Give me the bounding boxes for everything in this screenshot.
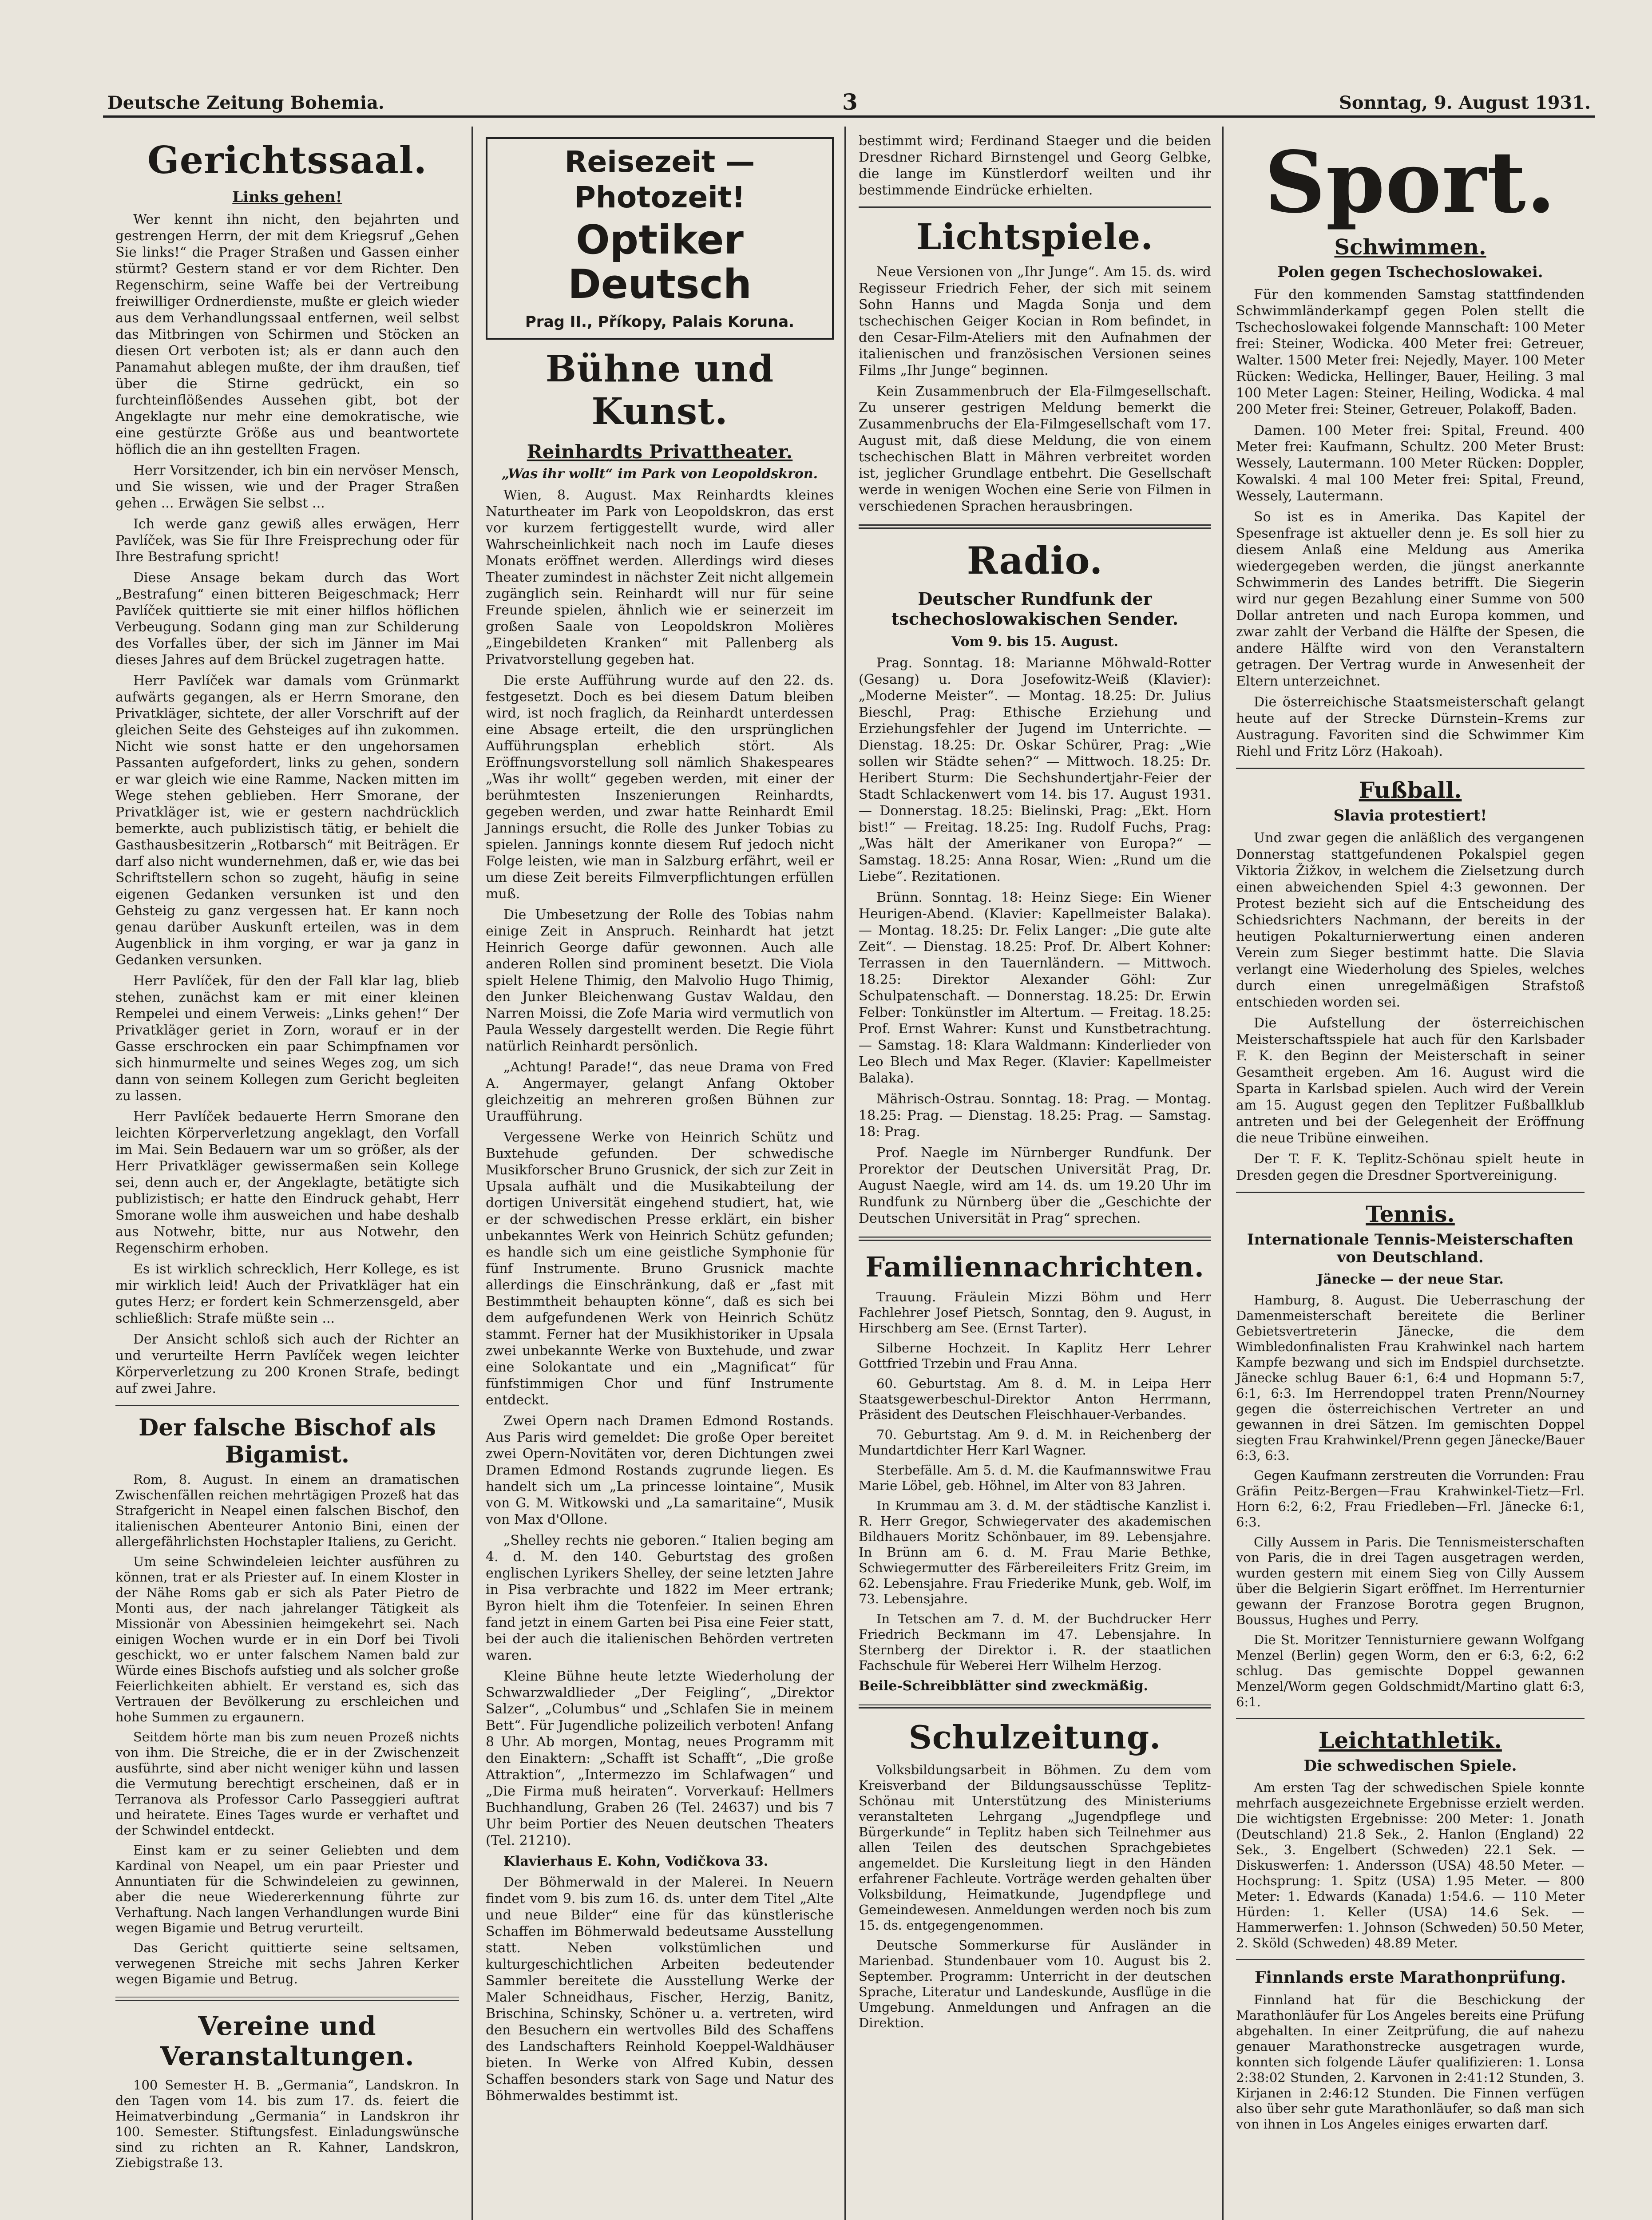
article-title-slavia: Slavia protestiert!: [1333, 807, 1487, 825]
article-paragraph: bestimmt wird; Ferdinand Staeger und die beiden Dresdner Richard Birnstengel und Georg Gelbke, die lange im Künstlerdorf weilten und ihr bestimmende Eindrücke erhielten.: [859, 133, 1211, 198]
sport-subsection-tennis: Tennis.: [1366, 1201, 1455, 1227]
sport-subsection-athletics: Leichtathletik.: [1319, 1727, 1502, 1753]
article-paragraph: Herr Pavlíček, für den der Fall klar lag, blieb stehen, zunächst kam er mit einer kleinen Rempelei und einem Verweis: „Links gehen!“ Der Privatkläger geriet in Zorn, worauf er in der Gasse erschrocken ein paar Schimpfnamen vor sich hinmurmelte und seines Weges zog, um sich dann von seinem Kollegen zum Gericht begleiten zu lassen.: [115, 973, 459, 1104]
ad-headline: Reisezeit — Photozeit!: [564, 145, 755, 214]
divider: [115, 1997, 459, 2001]
article-paragraph: Neue Versionen von „Ihr Junge“. Am 15. ds. wird Regisseur Friedrich Feher, der sich mit seinem Sohn Hanns und Magda Sonja und dem tschechischen Geiger Kocian in Rom befindet, in den Cesar-Film-Ateliers mit den Aufnahmen der italienischen und französischen Versionen seines Films „Ihr Junge“ beginnen.: [859, 264, 1211, 378]
advertisement-optiker: [486, 137, 834, 340]
section-title-familie: Familiennachrichten.: [865, 1251, 1204, 1283]
issue-date: Sonntag, 9. August 1931.: [1339, 92, 1591, 113]
ad-address: Prag II., Příkopy, Palais Koruna.: [525, 313, 795, 331]
divider: [859, 1704, 1211, 1709]
article-paragraph: Einst kam er zu seiner Geliebten und dem Kardinal von Neapel, um ein paar Priester und Annuntiaten für die Schwindeleien zu gewinnen, aber die neue Wiedererkennung führte zur Verhaftung. Nach langen Verhandlungen wurde Bini wegen Bigamie und Betrug verurteilt.: [115, 1843, 459, 1935]
article-paragraph: In Krummau am 3. d. M. der städtische Kanzlist i. R. Herr Gregor, Schwiegervater des akademischen Bildhauers Moritz Schönbauer, im 89. Lebensjahre. In Brünn am 6. d. M. Frau Marie Bethke, Schwiegermutter des Färbereileiters Fritz Greim, im 62. Lebensjahre. Frau Friederike Munk, geb. Wolf, im 73. Lebensjahre.: [859, 1498, 1211, 1606]
article-paragraph: Wien, 8. August. Max Reinhardts kleines Naturtheater im Park von Leopoldskron, das erst vor kurzem fertiggestellt wurde, wird aller Wahrscheinlichkeit nach noch im Laufe dieses Monats eröffnet werden. Allerdings wird dieses Theater zumindest in nächster Zeit nicht allgemein zugänglich sein. Reinhardt will nur für seine Freunde spielen, ähnlich wie er seinerzeit im großen Saale von Leopoldskron Molières „Eingebildeten Kranken“ mit Pallenberg als Privatvorstellung gegeben hat.: [486, 488, 834, 667]
article-paragraph: Brünn. Sonntag. 18: Heinz Siege: Ein Wiener Heurigen-Abend. (Klavier: Kapellmeister Balaka). — Montag. 18.25: Dr. Felix Langer: „Die gute alte Zeit“. — Dienstag. 18.25: Prof. Dr. Albert Kohner: Terrassen in den Tauernländern. — Mittwoch. 18.25: Direktor Alexander Göhl: Zur Schulpatenschaft. — Donnerstag. 18.25: Dr. Erwin Felber: Tonkünstler im Altertum. — Freitag. 18.25: Prof. Ernst Wahrer: Kunst und Kunstbetrachtung. — Samstag. 18: Klara Waldmann: Kinderlieder von Leo Blech und Max Reger. (Klavier: Kapellmeister Balaka).: [859, 890, 1211, 1086]
article-paragraph: Das Gericht quittierte seine seltsamen, verwegenen Streiche mit sechs Jahren Kerker wegen Bigamie und Betrug.: [115, 1940, 459, 1986]
article-paragraph: Ich werde ganz gewiß alles erwägen, Herr Pavlíček, was Sie für Ihre Freisprechung oder für Ihre Bestrafung spricht!: [115, 516, 459, 565]
article-title-reinhardt: Reinhardts Privattheater.: [527, 441, 793, 463]
divider: [1236, 1959, 1585, 1960]
article-paragraph: 60. Geburtstag. Am 8. d. M. in Leipa Herr Staatsgewerbeschul-Direktor Anton Herrmann, Präsident des Deutschen Fleischhauer-Verbandes.: [859, 1376, 1211, 1422]
column-1: [103, 127, 471, 2220]
article-paragraph: Prof. Naegle im Nürnberger Rundfunk. Der Prorektor der Deutschen Universität Prag, Dr. August Naegle, wird am 14. ds. um 19.20 Uhr im Rundfunk zu Nürnberg über die „Geschichte der Deutschen Universität in Prag“ sprechen.: [859, 1145, 1211, 1226]
article-paragraph: Kleine Bühne heute letzte Wiederholung der Schwarzwaldlieder „Der Feigling“, „Direktor Salzer“, „Columbus“ und „Schlafen Sie in meinem Bett“. Für Jugendliche polizeilich verboten! Anfang 8 Uhr. Ab morgen, Montag, neues Programm mit den Einaktern: „Schafft ist Schafft“, „Die große Attraktion“, „Intermezzo im Schlafwagen“ und „Die Firma muß heiraten“. Vorverkauf: Hellmers Buchhandlung, Graben 26 (Tel. 24637) und bis 7 Uhr beim Portier des Neuen deutschen Theaters (Tel. 21210).: [486, 1669, 834, 1848]
article-paragraph: „Shelley rechts nie geboren.“ Italien beging am 4. d. M. den 140. Geburtstag des großen englischen Lyrikers Shelley, der seine letzten Jahre in Pisa verbrachte und 1822 im Meer ertrank; Byron hielt ihm die Totenfeier. In seinen Ehren fand jetzt in einem Garten bei Pisa eine Feier statt, bei der auch die italienischen Behörden vertreten waren.: [486, 1533, 834, 1663]
divider: [1236, 768, 1585, 769]
article-paragraph: Der Ansicht schloß sich auch der Richter an und verurteilte Herrn Pavlíček wegen leichter Körperverletzung zu 200 Kronen Strafe, bedingt auf zwei Jahre.: [115, 1332, 459, 1396]
article-paragraph: Klavierhaus E. Kohn, Vodičkova 33.: [503, 1854, 769, 1869]
article-paragraph: Gegen Kaufmann zerstreuten die Vorrunden: Frau Gräfin Peitz-Bergen—Frau Krahwinkel-Tietz—Frl. Horn 6:2, 6:2, Frau Friedleben—Frl. Jänecke 6:1, 6:3.: [1236, 1468, 1585, 1530]
article-paragraph: Deutsche Sommerkurse für Ausländer in Marienbad. Stundenbauer vom 10. August bis 2. September. Programm: Unterricht in der deutschen Sprache, Literatur und Landeskunde, Ausflüge in die Umgebung. Anmeldungen und Anfragen an die Direktion.: [859, 1938, 1211, 2030]
article-paragraph: Die St. Moritzer Tennisturniere gewann Wolfgang Menzel (Berlin) gegen Worm, den er 6:3, 6:2, 6:2 schlug. Das gemischte Doppel gewannen Menzel/Worm gegen Goldschmidt/Martino glatt 6:3, 6:1.: [1236, 1632, 1585, 1709]
section-title-gerichtssaal: Gerichtssaal.: [147, 138, 427, 182]
article-subtitle: „Was ihr wollt“ im Park von Leopoldskron.: [501, 466, 818, 482]
divider: [859, 524, 1211, 529]
sport-subsection-football: Fußball.: [1359, 777, 1462, 803]
section-title-lichtspiele: Lichtspiele.: [916, 216, 1153, 258]
section-title-radio: Radio.: [967, 539, 1103, 583]
radio-subtitle: Deutscher Rundfunk der tschechoslowakischen Sender.: [891, 589, 1179, 629]
article-paragraph: Herr Pavlíček bedauerte Herrn Smorane den leichten Körperverletzung angeklagt, den Vorfall im Mai. Sein Bedauern war um so größer, als der Herr Privatkläger gewissermaßen sein Kollege sei, denn auch er, der Angeklagte, betätigte sich publizistisch; er hatte den Eindruck gehabt, Herr Smorane wolle ihm ausweichen und habe deshalb aus Notwehr, bitte, nur aus Notwehr, den Regenschirm erhoben.: [115, 1109, 459, 1256]
article-paragraph: Volksbildungsarbeit in Böhmen. Zu dem vom Kreisverband der Bildungsausschüsse Teplitz-Schönau mit Unterstützung des Ministeriums veranstalteten Lehrgang „Jugendpflege und Bürgerkunde“ in Teplitz haben sich Teilnehmer aus allen Teilen des deutschen Sprachgebietes angemeldet. Die Kursleitung liegt in den Händen erfahrener Fachleute. Vorträge werden gehalten über Volksbildung, Heimatkunde, Jugendpflege und Gemeindewesen. Anmeldungen werden noch bis zum 15. ds. entgegengenommen.: [859, 1762, 1211, 1933]
article-title-polen: Polen gegen Tschechoslowakei.: [1277, 263, 1543, 281]
article-paragraph: Für den kommenden Samstag stattfindenden Schwimmländerkampf gegen Polen stellt die Tschechoslowakei folgende Mannschaft: 100 Meter frei: Steiner, Wodicka. 400 Meter frei: Getreuer, Walter. 1500 Meter frei: Nejedly, Mayer. 100 Meter Rücken: Wedicka, Hellinger, Bauer, Heiling. 3 mal 100 Meter Lagen: Steiner, Heiling, Wodicka. 4 mal 200 Meter frei: Steiner, Getreuer, Polakoff, Baden.: [1236, 287, 1585, 417]
article-paragraph: Der Böhmerwald in der Malerei. In Neuern findet vom 9. bis zum 16. ds. unter dem Titel „Alte und neue Bilder“ eine für das künstlerische Schaffen im Böhmerwald bedeutsame Ausstellung statt. Neben volkstümlichen und kulturgeschichtlichen Arbeiten bedeutender Sammler bereitete die Ausstellung Werke der Maler Schneidhaus, Fischer, Herzig, Banitz, Brischina, Schinsky, Schöner u. a. vertreten, wird den Besuchern ein wertvolles Bild des Schaffens des Landschafters Reinhold Koeppel-Waldhäuser bieten. In Werke von Alfred Kubin, dessen Schaffen besonders stark von Sage und Natur des Böhmerwaldes bestimmt ist.: [486, 1875, 834, 2104]
article-paragraph: Finnland hat für die Beschickung der Marathonläufer für Los Angeles bereits eine Prüfung abgehalten. In einer Zeitprüfung, die auf nahezu genauer Marathonstrecke ausgetragen wurde, konnten sich folgende Läufer qualifizieren: 1. Lonsa 2:38:02 Stunden, 2. Karvonen in 2:41:12 Stunden, 3. Kirjanen in 2:46:12 Stunden. Die Finnen verfügen also über sehr gute Marathonläufer, so daß man sich von ihnen in Los Angeles einiges erwarten darf.: [1236, 1992, 1585, 2132]
column-2: [471, 127, 846, 2220]
article-paragraph: Die Umbesetzung der Rolle des Tobias nahm einige Zeit in Anspruch. Reinhardt hat jetzt Heinrich George dafür gewonnen. Auch alle anderen Rollen sind prominent besetzt. Die Viola spielt Helene Thimig, den Malvolio Hugo Thimig, den Junker Bleichenwang Gustav Waldau, den Narren Moissi, die Zofe Maria wird vermutlich von Paula Wessely dargestellt werden. Die Regie führt natürlich Reinhardt persönlich.: [486, 907, 834, 1054]
sport-subsection-swimming: Schwimmen.: [1334, 235, 1486, 260]
article-paragraph: Sterbefälle. Am 5. d. M. die Kaufmannswitwe Frau Marie Löbel, geb. Höhnel, im Alter von 83 Jahren.: [859, 1463, 1211, 1493]
article-paragraph: Die erste Aufführung wurde auf den 22. ds. festgesetzt. Doch es bei diesem Datum bleiben wird, ist noch fraglich, da Reinhardt unterdessen eine Absage erteilt, die den ursprünglichen Aufführungsplan erheblich stört. Als Eröffnungsvorstellung soll nämlich Shakespeares „Was ihr wollt“ gegeben werden, mit einer der berühmtesten Inszenierungen Reinhardts, gegeben werden, und zwar hatte Reinhardt Emil Jannings ersucht, die Rolle des Junker Tobias zu spielen. Jannings konnte diesem Ruf jedoch nicht Folge leisten, wie man in Salzburg erfährt, weil er um diese Zeit bereits Filmverpflichtungen erfüllen muß.: [486, 673, 834, 902]
page-header: [103, 89, 1595, 118]
article-paragraph: Seitdem hörte man bis zum neuen Prozeß nichts von ihm. Die Streiche, die er in der Zwischenzeit ausführte, sind aber nicht weniger kühn und lassen die Vermutung berechtigt erscheinen, daß er in Terranova als Professor Carlo Passeggieri auftrat und heiratete. Eines Tages wurde er verhaftet und der Schwindel entdeckt.: [115, 1729, 459, 1838]
article-paragraph: Um seine Schwindeleien leichter ausführen zu können, trat er als Priester auf. In einem Kloster in der Nähe Roms gab er sich als Pater Pietro de Monti aus, der nach jahrelanger Tätigkeit als Missionär von Abessinien heimgekehrt sei. Nach einigen Wochen wurde er in ein Dorf bei Tivoli geschickt, wo er unter falschem Namen bald zur Würde eines Bischofs aufstieg und als solcher große Feierlichkeiten abhielt. Er verstand es, sich das Vertrauen der Bevölkerung zu erschleichen und hohe Summen zu ergaunern.: [115, 1554, 459, 1724]
article-subtitle: Jänecke — der neue Star.: [1317, 1272, 1504, 1287]
article-paragraph: Der T. F. K. Teplitz-Schönau spielt heute in Dresden gegen die Dresdner Sportvereinigung.: [1236, 1151, 1585, 1183]
article-paragraph: Diese Ansage bekam durch das Wort „Bestrafung“ einen bitteren Beigeschmack; Herr Pavlíček quittierte sie mit einer hilflos höflichen Verbeugung. Sodann ging man zur Schilderung des Vorfalles über, der sich im Jänner im Mai dieses Jahres auf dem Brückel zugetragen hatte.: [115, 570, 459, 668]
article-paragraph: Zwei Opern nach Dramen Edmond Rostands. Aus Paris wird gemeldet: Die große Oper bereitet zwei Opern-Novitäten vor, deren Dichtungen zwei Dramen Edmond Rostands zugrunde liegen. Es handelt sich um „La princesse lointaine“, Musik von G. M. Witkowski und „La samaritaine“, Musik von Max d'Ollone.: [486, 1413, 834, 1527]
article-paragraph: Cilly Aussem in Paris. Die Tennismeisterschaften von Paris, die in drei Tagen ausgetragen werden, wurden gestern mit einem Sieg von Cilly Aussem über die Belgierin Sigart eröffnet. Im Herrenturnier gewann der Franzose Borotra gegen Brugnon, Boussus, Hughes und Perry.: [1236, 1534, 1585, 1627]
section-title-vereine: Vereine und Veranstaltungen.: [160, 2011, 415, 2071]
article-paragraph: Prag. Sonntag. 18: Marianne Möhwald-Rotter (Gesang) u. Dora Josefowitz-Weiß (Klavier): „Moderne Meister“. — Montag. 18.25: Dr. Julius Bieschl, Prag: Ethische Erziehung und Erziehungsfehler der Jugend im Unterrichte. — Dienstag. 18.25: Dr. Oskar Schürer, Prag: „Wie sollen wir Städte sehen?“ — Mittwoch. 18.25: Dr. Heribert Sturm: Die Sechshundertjahr-Feier der Stadt Schlackenwert vom 14. bis 17. August 1931. — Donnerstag. 18.25: Bielinski, Prag: „Ekt. Horn bist!“ — Freitag. 18.25: Ing. Rudolf Fuchs, Prag: „Was hält der Amerikaner von Europa?“ — Samstag. 18.25: Anna Rosar, Wien: „Rund um die Liebe“. Rezitationen.: [859, 655, 1211, 884]
article-paragraph: So ist es in Amerika. Das Kapitel der Spesenfrage ist aktueller denn je. Es soll hier zu diesem Anlaß eine Meldung aus Amerika wiedergegeben werden, die jüngst anerkannte Schwimmerin des Landes betrifft. Die Siegerin wird nur gegen Bezahlung einer Summe von 500 Dollar antreten und nach Europa kommen, und zwar zahlt der Verband die Hälfte der Spesen, die andere Hälfte wird von den Veranstaltern getragen. Der Vertrag wurde in Anwesenheit der Eltern unterzeichnet.: [1236, 509, 1585, 689]
article-paragraph: Vergessene Werke von Heinrich Schütz und Buxtehude gefunden. Der schwedische Musikforscher Bruno Grusnick, der sich zur Zeit in Upsala aufhält und die Musikabteilung der dortigen Universität eingehend studiert, hat, wie er der schwedischen Presse erklärt, ein bisher unbekanntes Werk von Heinrich Schütz gefunden; es handle sich um eine geistliche Symphonie für fünf Instrumente. Bruno Grusnick machte allerdings die Einschränkung, daß er „fast mit Bestimmtheit behaupten könne“, daß es sich bei dem aufgefundenen Werk von Heinrich Schütz stammt. Ferner hat der Musikhistoriker in Upsala zwei unbekannte Werke von Buxtehude, und zwar eine Solokantate und ein „Magnificat“ für fünfstimmigen Chor und fünf Instrumente entdeckt.: [486, 1130, 834, 1408]
article-paragraph: Rom, 8. August. In einem an dramatischen Zwischenfällen reichen mehrtägigen Prozeß hat das Strafgericht in Neapel einen falschen Bischof, den italienischen Abenteurer Antonio Bini, einen der allergefährlichsten Hochstapler Italiens, zu Gericht.: [115, 1472, 459, 1549]
article-paragraph: Die österreichische Staatsmeisterschaft gelangt heute auf der Strecke Dürnstein–Krems zur Austragung. Favoriten sind die Schwimmer Kim Riehl und Fritz Lörz (Hakoah).: [1236, 694, 1585, 759]
article-title-marathon: Finnlands erste Marathonprüfung.: [1254, 1968, 1566, 1987]
article-paragraph: Und zwar gegen die anläßlich des vergangenen Donnerstag stattgefundenen Pokalspiel gegen Viktoria Žižkov, in welchem die Zielsetzung durch einen abweichenden Spiel 4:3 gewonnen. Der Protest bezieht sich auf die Entscheidung des Schiedsrichters Nachmann, der bereits in der heutigen Pokalturnierwertung einen anderen Verein zum Sieger bestimmt hatte. Die Slavia verlangt eine Wiederholung des Spieles, welches durch einen unregelmäßigen Strafstoß entschieden worden sei.: [1236, 830, 1585, 1010]
article-paragraph: „Achtung! Parade!“, das neue Drama von Fred A. Angermayer, gelangt Anfang Oktober gleichzeitig an mehreren großen Bühnen zur Uraufführung.: [486, 1059, 834, 1124]
article-paragraph: Silberne Hochzeit. In Kaplitz Herr Lehrer Gottfried Trzebin und Frau Anna.: [859, 1340, 1211, 1371]
article-paragraph: Die Aufstellung der österreichischen Meisterschaftsspiele hat auch für den Karlsbader F. K. den Beginn der Meisterschaft in seiner Gesamtheit ergeben. Am 16. August wird die Sparta in Karlsbad spielen. Auch wird der Verein am 15. August gegen den Teplitzer Fußballklub antreten und bei der Gelegenheit der Eröffnung die neue Tribüne einweihen.: [1236, 1015, 1585, 1146]
article-paragraph: Wer kennt ihn nicht, den bejahrten und gestrengen Herrn, der mit dem Kriegsruf „Gehen Sie links!“ die Prager Straßen und Gassen einher stürmt? Gestern stand er vor dem Richter. Den Regenschirm, seine Waffe bei der Vertreibung freiwilliger Ordnerdienste, mußte er gleich wieder aus dem Verhandlungssaal entfernen, weil selbst das Mitbringen von Schirmen und Stöcken an diesen Ort verboten ist; als er dann auch den Panamahut ablegen mußte, der ihm draußen, tief über die Stirne gedrückt, ein so furchteinflößendes Aussehen gibt, bot der Angeklagte nur mehr eine demokratische, wie eine gestürzte Größe aus und beantwortete höflich die an ihn gestellten Fragen.: [115, 212, 459, 457]
section-title-schulzeitung: Schulzeitung.: [908, 1718, 1161, 1756]
article-paragraph: Damen. 100 Meter frei: Spital, Freund. 400 Meter frei: Kaufmann, Schultz. 200 Meter Brust: Wessely, Lautermann. 100 Meter Rücken: Doppler, Kowalski. 4 mal 100 Meter frei: Spital, Freund, Wessely, Lautermann.: [1236, 423, 1585, 504]
article-paragraph: 100 Semester H. B. „Germania“, Landskron. In den Tagen vom 14. bis zum 17. ds. feiert die Heimatverbindung „Germania“ in Landskron ihr 100. Semester. Stiftungsfest. Einladungswünsche sind zu richten an R. Kahner, Landskron, Ziebigstraße 13.: [115, 2077, 459, 2170]
column-3: [844, 127, 1224, 2220]
newspaper-name: Deutsche Zeitung Bohemia.: [107, 92, 384, 113]
divider: [1236, 1192, 1585, 1193]
divider: [859, 1237, 1211, 1241]
article-title-links-gehen: Links gehen!: [232, 188, 342, 206]
article-paragraph: Es ist wirklich schrecklich, Herr Kollege, es ist mir wirklich leid! Auch der Privatkläger hat ein gutes Herz; er fordert kein Schmerzensgeld, aber schließlich: Strafe müßte sein ...: [115, 1261, 459, 1326]
article-title-schwedisch: Die schwedischen Spiele.: [1303, 1757, 1517, 1775]
divider: [115, 1405, 459, 1406]
divider: [859, 206, 1211, 208]
divider: [1236, 1718, 1585, 1719]
ad-company: Optiker Deutsch: [568, 217, 752, 308]
article-paragraph: 70. Geburtstag. Am 9. d. M. in Reichenberg der Mundartdichter Herr Karl Wagner.: [859, 1427, 1211, 1458]
article-paragraph: Trauung. Fräulein Mizzi Böhm und Herr Fachlehrer Josef Pietsch, Sonntag, den 9. August, in Hirschberg am See. (Ernst Tarter).: [859, 1289, 1211, 1336]
column-4: [1222, 127, 1597, 2220]
article-paragraph: In Tetschen am 7. d. M. der Buchdrucker Herr Friedrich Beckmann im 47. Lebensjahre. In Sternberg der Direktor i. R. der staatlichen Fachschule für Weberei Herr Wilhelm Herzog.: [859, 1611, 1211, 1673]
page-number: 3: [842, 89, 858, 115]
article-paragraph: Herr Pavlíček war damals vom Grünmarkt aufwärts gegangen, als er Herrn Smorane, den Privatkläger, sichtete, der aller Vorschrift auf der gleichen Seite des Gehsteiges auf ihn zukommen. Nicht wie sonst hatte er den ungehorsamen Passanten aufgefordert, links zu gehen, sondern er war gleich wie eine Ramme, Nacken mitten im Wege stehen geblieben. Herr Smorane, der Privatkläger ist, wie er gestern nachdrücklich bemerkte, auch publizistisch tätig, er behielt die Gasthausbesitzerin „Rotbarsch“ mit Beiträgen. Er darf also nicht wundernehmen, daß er, wie das bei Schriftstellern schon so zugeht, häufig in seine eigenen Gedanken versunken ist und den Gehsteig zu ganz vergessen hat. Er kann noch genau darüber Auskunft erteilen, was in dem Augenblick in ihm vorging, er war ja ganz in Gedanken versunken.: [115, 673, 459, 968]
article-paragraph: Hamburg, 8. August. Die Ueberraschung der Damenmeisterschaft bereitete die Berliner Gebietsvertreterin Jänecke, die dem Wimbledonfinalisten Frau Krahwinkel nach hartem Kampfe bezwang und sich im Endspiel durchsetzte. Jänecke schlug Bauer 6:1, 6:4 und Hopmann 5:7, 6:1, 6:3. Im Herrendoppel traten Prenn/Nourney gegen die österreichischen Vertreter an und gewannen in drei Sätzen. Im gemischten Doppel siegten Frau Krahwinkel/Prenn gegen Jänecke/Bauer 6:3, 6:3.: [1236, 1292, 1585, 1463]
article-paragraph: Beile-Schreibblätter sind zweckmäßig.: [859, 1678, 1148, 1694]
article-paragraph: Am ersten Tag der schwedischen Spiele konnte mehrfach ausgezeichnete Ergebnisse erzielt werden. Die wichtigsten Ergebnisse: 200 Meter: 1. Jonath (Deutschland) 21.8 Sek., 2. Hanlon (England) 22 Sek., 3. Engelbert (Schweden) 22.1 Sek. — Diskuswerfen: 1. Andersson (USA) 48.50 Meter. — Hochsprung: 1. Spitz (USA) 1.95 Meter. — 800 Meter: 1. Edwards (Kanada) 1:54.6. — 110 Meter Hürden: 1. Keller (USA) 14.6 Sek. — Hammerwerfen: 1. Johnson (Schweden) 50.50 Meter, 2. Sköld (Schweden) 48.89 Meter.: [1236, 1780, 1585, 1950]
article-title-tennis: Internationale Tennis-Meisterschaften von Deutschland.: [1247, 1231, 1574, 1266]
article-title-bischof: Der falsche Bischof als Bigamist.: [139, 1414, 436, 1468]
article-paragraph: Mährisch-Ostrau. Sonntag. 18: Prag. — Montag. 18.25: Prag. — Dienstag. 18.25: Prag. — Samstag. 18: Prag.: [859, 1091, 1211, 1140]
section-title-sport: Sport.: [1264, 133, 1556, 232]
section-title-buehne: Bühne und Kunst.: [545, 348, 774, 433]
article-paragraph: Kein Zusammenbruch der Ela-Filmgesellschaft. Zu unserer gestrigen Meldung bemerkt die Zusammenbruchs der Ela-Filmgesellschaft vom 17. August mit, daß diese Meldung, die von einem tschechischen Blatt in Mähren verbreitet worden ist, jeglicher Grundlage entbehrt. Die Gesellschaft werde in wenigen Wochen eine Serie von Filmen in verschiedenen Sprachen herausbringen.: [859, 384, 1211, 514]
radio-dates: Vom 9. bis 15. August.: [951, 634, 1118, 650]
article-paragraph: Herr Vorsitzender, ich bin ein nervöser Mensch, und Sie wissen, wie und der Prager Straßen gehen ... Erwägen Sie selbst ...: [115, 463, 459, 511]
